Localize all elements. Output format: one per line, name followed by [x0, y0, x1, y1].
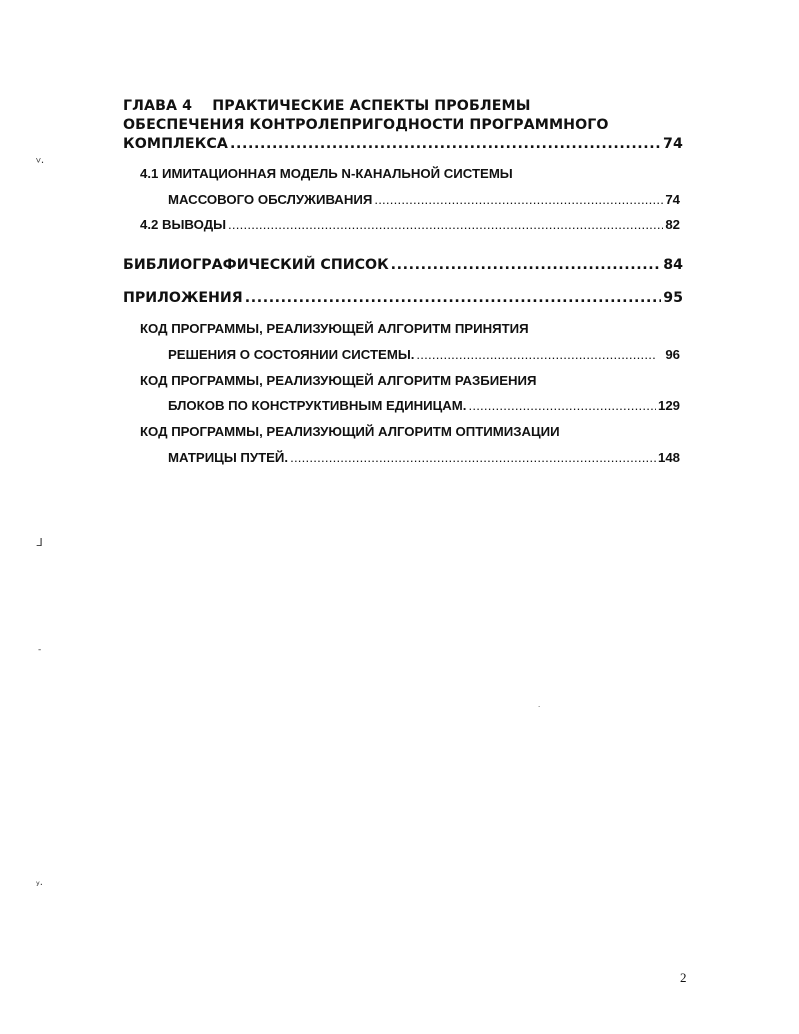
appendix-3-page: 148 — [657, 450, 680, 465]
toc-section-4-1-entry — [168, 192, 680, 207]
chapter-4-title-line2: ОБЕСПЕЧЕНИЯ КОНТРОЛЕПРИГОДНОСТИ ПРОГРАММНОГО — [123, 117, 609, 133]
chapter-4-page: 74 — [663, 136, 683, 152]
toc-appendix-3-line1: КОД ПРОГРАММЫ, РЕАЛИЗУЮЩИЙ АЛГОРИТМ ОПТИМИЗАЦИИ — [140, 424, 560, 439]
scan-speck: · — [538, 703, 541, 711]
chapter-4-title-line1: ГЛАВА 4 ПРАКТИЧЕСКИЕ АСПЕКТЫ ПРОБЛЕМЫ — [123, 98, 531, 114]
section-4-2-title: 4.2 ВЫВОДЫ — [140, 217, 227, 232]
appendix-2-title-line2: БЛОКОВ ПО КОНСТРУКТИВНЫМ ЕДИНИЦАМ. — [168, 398, 467, 413]
leader-dots — [416, 347, 657, 362]
page-number: 2 — [680, 970, 687, 985]
toc-chapter-4 — [123, 97, 683, 154]
toc-section-4-1-line1: 4.1 ИМИТАЦИОННАЯ МОДЕЛЬ N-КАНАЛЬНОЙ СИСТЕМЫ — [140, 166, 513, 181]
toc-appendix-1-entry — [168, 347, 680, 362]
toc-appendix-3-entry — [168, 450, 680, 465]
section-4-1-page: 74 — [665, 192, 680, 207]
scan-speck: - — [38, 645, 42, 655]
appendix-1-page: 96 — [665, 347, 680, 362]
section-4-1-title-line2: МАССОВОГО ОБСЛУЖИВАНИЯ — [168, 192, 373, 207]
chapter-4-entry — [123, 135, 683, 154]
appendix-3-title-line2: МАТРИЦЫ ПУТЕЙ. — [168, 450, 289, 465]
toc-appendix-2-entry — [168, 398, 680, 413]
chapter-4-title-line3: КОМПЛЕКСА — [123, 136, 229, 152]
toc-section-4-2-entry — [140, 217, 680, 232]
bibliography-page: 84 — [663, 257, 683, 273]
leader-dots — [230, 135, 661, 154]
toc-appendices-entry — [123, 290, 683, 306]
toc-bibliography-entry — [123, 257, 683, 273]
bibliography-title: БИБЛИОГРАФИЧЕСКИЙ СПИСОК — [123, 257, 389, 273]
toc-appendix-2-line1: КОД ПРОГРАММЫ, РЕАЛИЗУЮЩЕЙ АЛГОРИТМ РАЗБИЕНИЯ — [140, 373, 537, 388]
appendix-2-page: 129 — [657, 398, 680, 413]
leader-dots — [290, 450, 656, 465]
appendices-title: ПРИЛОЖЕНИЯ — [123, 290, 243, 306]
scan-speck: ʸ· — [36, 880, 43, 891]
appendix-1-title-line2: РЕШЕНИЯ О СОСТОЯНИИ СИСТЕМЫ. — [168, 347, 415, 362]
section-4-2-page: 82 — [665, 217, 680, 232]
leader-dots — [228, 217, 663, 232]
leader-dots — [374, 192, 663, 207]
scan-speck: ⱽ· — [36, 156, 45, 169]
scan-speck: ᒧ — [36, 536, 43, 549]
appendices-page: 95 — [663, 290, 683, 306]
leader-dots — [468, 398, 656, 413]
leader-dots — [391, 257, 662, 273]
leader-dots — [245, 290, 662, 306]
toc-appendix-1-line1: КОД ПРОГРАММЫ, РЕАЛИЗУЮЩЕЙ АЛГОРИТМ ПРИНЯТИЯ — [140, 321, 529, 336]
